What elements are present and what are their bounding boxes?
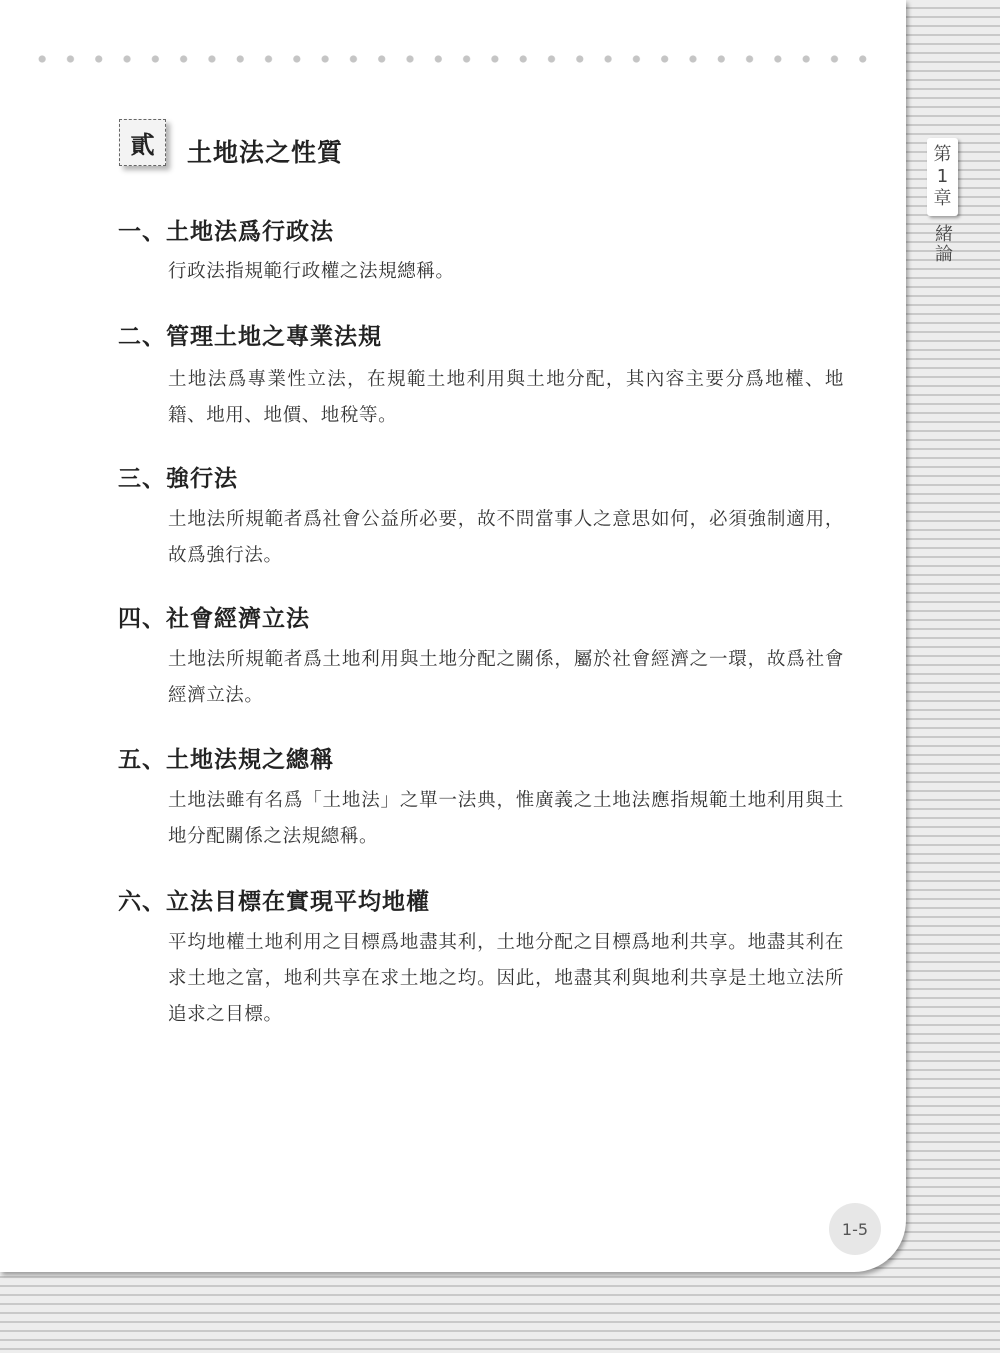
chapter-tab[interactable] [927, 138, 958, 216]
item-body-2: 土地法爲專業性立法，在規範土地利用與土地分配，其內容主要分爲地權、地籍、地用、地價、地稅等。 [168, 369, 844, 426]
item-body-3: 土地法所規範者爲社會公益所必要，故不問當事人之意思如何，必須強制適用，故爲強行法。 [168, 509, 844, 566]
chapter-tab-number: 1 [936, 166, 949, 187]
chapter-tab-suffix: 章 [933, 188, 952, 209]
chapter-name: 緒論 [932, 224, 953, 264]
item-heading-4: 四、社會經濟立法 [118, 605, 310, 632]
item-heading-1: 一、土地法爲行政法 [118, 218, 334, 245]
item-body-1: 行政法指規範行政權之法規總稱。 [168, 261, 455, 282]
section-title: 土地法之性質 [187, 138, 344, 167]
section-badge: 貳 [119, 119, 166, 166]
item-heading-2: 二、管理土地之專業法規 [118, 323, 382, 350]
item-body-5: 土地法雖有名爲「土地法」之單一法典，惟廣義之土地法應指規範土地利用與土地分配關係之法規總稱。 [168, 790, 844, 847]
item-body-6: 平均地權土地利用之目標爲地盡其利，土地分配之目標爲地利共享。地盡其利在求土地之富，地利共享在求土地之均。因此，地盡其利與地利共享是土地立法所追求之目標。 [168, 932, 844, 1025]
page-number: 1-5 [829, 1203, 881, 1255]
dotted-divider [28, 54, 878, 64]
item-heading-3: 三、強行法 [118, 465, 238, 492]
item-heading-6: 六、立法目標在實現平均地權 [118, 888, 430, 915]
item-body-4: 土地法所規範者爲土地利用與土地分配之關係，屬於社會經濟之一環，故爲社會經濟立法。 [168, 649, 844, 706]
chapter-tab-prefix: 第 [933, 144, 952, 165]
item-heading-5: 五、土地法規之總稱 [118, 746, 334, 773]
